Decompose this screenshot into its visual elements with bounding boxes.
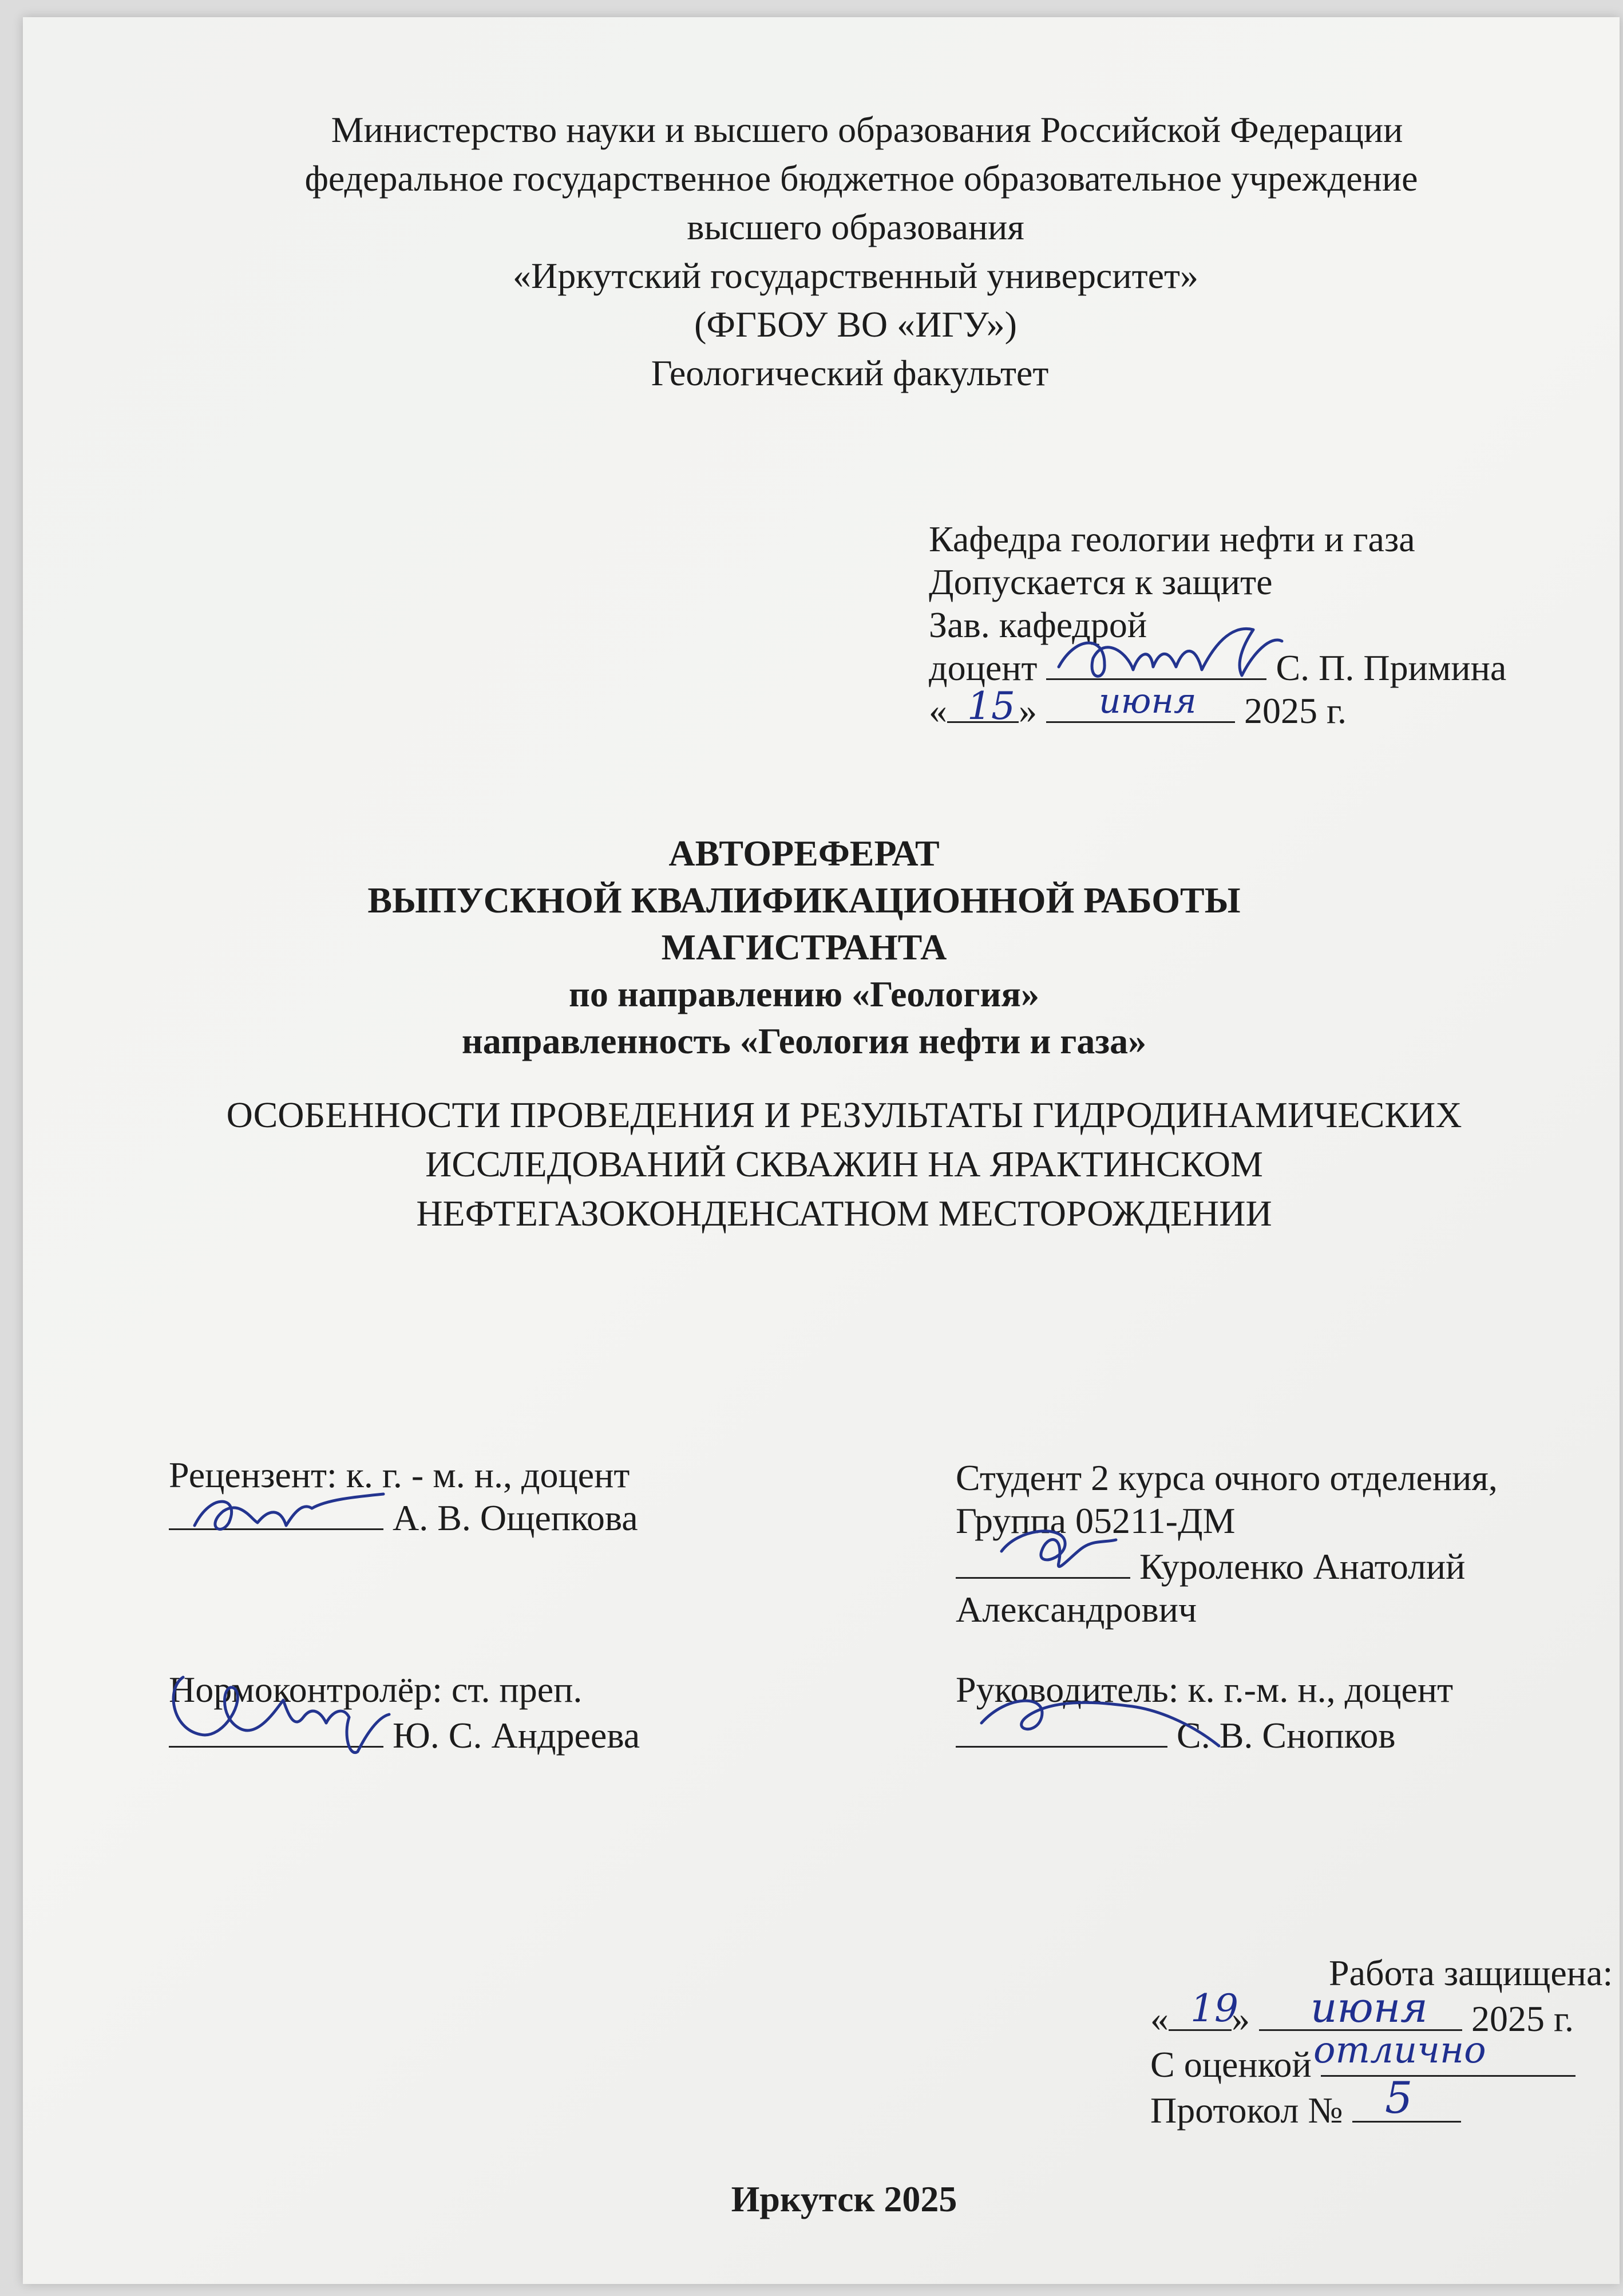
ministry-line: Министерство науки и высшего образования Российской Федерации <box>331 109 1403 150</box>
topic-line-1: ОСОБЕННОСТИ ПРОВЕДЕНИЯ И РЕЗУЛЬТАТЫ ГИДРОДИНАМИЧЕСКИХ <box>226 1094 1462 1135</box>
defense-grade-label: С оценкой <box>1150 2044 1312 2085</box>
student-signature-mark <box>996 1517 1127 1580</box>
title-direction: по направлению «Геология» <box>569 974 1039 1014</box>
head-of-department-label: Зав. кафедрой <box>929 604 1147 645</box>
approval-date-quote-close: » <box>1019 690 1037 731</box>
head-name: С. П. Примина <box>1276 647 1507 688</box>
reviewer-name: А. В. Ощепкова <box>393 1497 638 1538</box>
title-work-type: ВЫПУСКНОЙ КВАЛИФИКАЦИОННОЙ РАБОТЫ <box>367 880 1241 920</box>
head-position: доцент <box>929 647 1038 688</box>
document-page <box>23 17 1620 2284</box>
defense-protocol-label: Протокол № <box>1150 2090 1343 2131</box>
approval-date-quote-open: « <box>929 690 947 731</box>
supervisor-signature-mark <box>973 1683 1230 1752</box>
topic-block <box>46 1090 1623 1238</box>
defense-month-handwritten: июня <box>1311 1983 1428 2032</box>
student-name: Куроленко Анатолий <box>1139 1546 1466 1587</box>
title-degree: МАГИСТРАНТА <box>661 927 947 967</box>
education-level-line: высшего образования <box>687 207 1024 247</box>
approval-year: 2025 г. <box>1244 690 1347 731</box>
university-line: «Иркутский государственный университет» <box>512 255 1199 296</box>
title-block <box>6 830 1602 1065</box>
city-year: Иркутск 2025 <box>731 2179 957 2219</box>
institution-type-line: федеральное государственное бюджетное образовательное учреждение <box>304 158 1418 199</box>
reviewer-signature-mark <box>189 1480 395 1543</box>
approval-month-handwritten: июня <box>1099 681 1197 721</box>
university-abbr-line: (ФГБОУ ВО «ИГУ») <box>694 304 1017 345</box>
defense-grade-handwritten: отлично <box>1313 2029 1486 2072</box>
normcontrol-signature-mark <box>160 1666 401 1763</box>
admitted-label: Допускается к защите <box>929 562 1273 602</box>
student-patronymic: Александрович <box>956 1589 1197 1630</box>
defense-status: Работа защищена: <box>1329 1953 1613 1993</box>
student-role: Студент 2 курса очного отделения, <box>956 1457 1498 1498</box>
defense-protocol-row <box>1150 2086 1461 2135</box>
defense-day-handwritten: 19 <box>1190 1986 1238 2030</box>
supervisor-role: Руководитель: к. г.-м. н., доцент <box>956 1669 1454 1710</box>
student-group: Группа 05211-ДМ <box>956 1500 1236 1541</box>
defense-protocol-handwritten: 5 <box>1385 2072 1413 2123</box>
defense-date-quote-close: » <box>1232 1998 1250 2039</box>
supervisor-name: С. В. Снопков <box>1177 1715 1396 1756</box>
topic-line-2: ИССЛЕДОВАНИЙ СКВАЖИН НА ЯРАКТИНСКОМ <box>425 1144 1263 1184</box>
approval-day-handwritten: 15 <box>967 684 1015 728</box>
reviewer-role: Рецензент: к. г. - м. н., доцент <box>169 1455 630 1495</box>
defense-date-quote-open: « <box>1150 1998 1169 2039</box>
department-label: Кафедра геологии нефти и газа <box>929 519 1415 559</box>
defense-year: 2025 г. <box>1471 1998 1574 2039</box>
title-focus: направленность «Геология нефти и газа» <box>461 1021 1147 1061</box>
topic-line-3: НЕФТЕГАЗОКОНДЕНСАТНОМ МЕСТОРОЖДЕНИИ <box>416 1193 1272 1234</box>
title-abstract: АВТОРЕФЕРАТ <box>668 833 940 874</box>
normcontrol-name: Ю. С. Андреева <box>393 1715 640 1756</box>
faculty-line: Геологический факультет <box>651 353 1049 393</box>
normcontrol-role: Нормоконтролёр: ст. преп. <box>169 1669 583 1710</box>
